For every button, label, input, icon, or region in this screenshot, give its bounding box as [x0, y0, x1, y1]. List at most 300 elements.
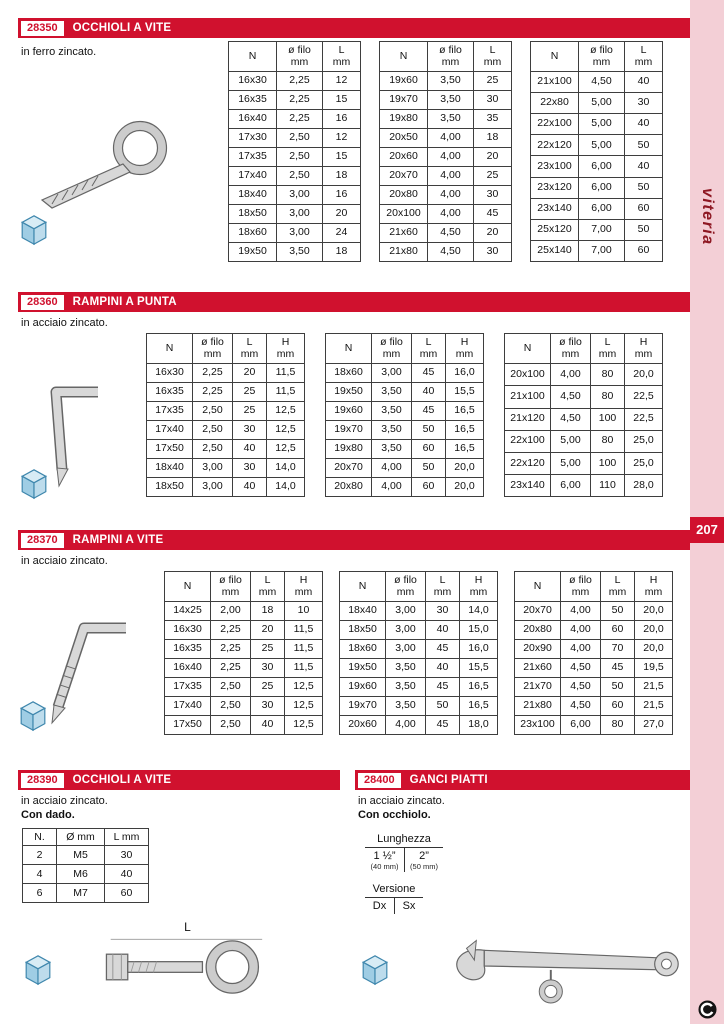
section-title: GANCI PIATTI — [409, 774, 488, 786]
table-cell: 45 — [601, 659, 635, 678]
table-row — [531, 135, 663, 156]
table-cell: 21x70 — [515, 678, 561, 697]
column-header: N — [340, 572, 386, 602]
table-cell: 5,00 — [551, 452, 591, 474]
table-cell: 6 — [23, 884, 57, 903]
table-cell: 22,5 — [625, 408, 663, 430]
table-cell: 11,5 — [285, 640, 323, 659]
table-row — [505, 430, 663, 452]
section-rampini-a-vite — [18, 530, 690, 748]
column-header: N — [326, 334, 372, 364]
table-cell: 30 — [251, 659, 285, 678]
table-cell: 21x100 — [505, 386, 551, 408]
column-header: ø filo mm — [551, 334, 591, 364]
table-cell: 20x70 — [326, 459, 372, 478]
table-row — [326, 364, 484, 383]
spec-table — [22, 828, 149, 903]
table-row — [531, 198, 663, 219]
section-title: RAMPINI A VITE — [72, 534, 164, 546]
table-row — [515, 697, 673, 716]
table-row — [380, 224, 512, 243]
table-cell: 80 — [591, 364, 625, 386]
eye-bolt-with-nut-illustration — [95, 935, 280, 999]
table-cell: 100 — [591, 408, 625, 430]
table-cell: 19x80 — [326, 440, 372, 459]
table-row — [340, 602, 498, 621]
table-cell: 23x120 — [531, 177, 579, 198]
spec-table — [379, 41, 512, 262]
column-header: L mm — [591, 334, 625, 364]
table-cell: 18 — [474, 129, 512, 148]
table-cell: M5 — [57, 846, 105, 865]
table-cell: 12,5 — [267, 421, 305, 440]
table-cell: 12,5 — [267, 440, 305, 459]
spec-table — [164, 571, 323, 735]
table-row — [505, 408, 663, 430]
table-cell: 2,50 — [277, 129, 323, 148]
table-cell: 12,5 — [285, 678, 323, 697]
table-row — [380, 167, 512, 186]
table-cell: 80 — [601, 716, 635, 735]
table-cell: 4,00 — [561, 621, 601, 640]
table-cell: 25 — [474, 167, 512, 186]
table-cell: 30 — [474, 243, 512, 262]
table-cell: 3,50 — [372, 402, 412, 421]
table-row — [229, 129, 361, 148]
table-cell: 21,5 — [635, 678, 673, 697]
table-row — [340, 640, 498, 659]
table-cell: 40 — [625, 156, 663, 177]
table-cell: 2,25 — [277, 110, 323, 129]
table-cell: 16x30 — [165, 621, 211, 640]
section-ganci-piatti — [355, 770, 690, 1014]
table-cell: 22x80 — [531, 93, 579, 114]
table-cell: 7,00 — [579, 219, 625, 240]
table-cell: 2,00 — [211, 602, 251, 621]
table-row — [229, 110, 361, 129]
table-row — [515, 621, 673, 640]
table-cell: 16x35 — [229, 91, 277, 110]
column-header: L mm — [625, 42, 663, 72]
table-cell: 4,50 — [551, 386, 591, 408]
table-cell: 17x40 — [229, 167, 277, 186]
table-cell: 25x120 — [531, 219, 579, 240]
table-cell: 3,00 — [386, 621, 426, 640]
table-row — [380, 129, 512, 148]
table-row — [23, 846, 149, 865]
table-row — [515, 659, 673, 678]
table-cell: 60 — [625, 198, 663, 219]
table-cell: 16,5 — [446, 440, 484, 459]
table-cell: 17x40 — [147, 421, 193, 440]
material-note: in acciaio zincato. — [358, 795, 445, 807]
table-cell: 17x30 — [229, 129, 277, 148]
table-row — [515, 602, 673, 621]
table-row — [515, 678, 673, 697]
table-cell: 40 — [233, 440, 267, 459]
table-cell: 17x50 — [147, 440, 193, 459]
table-cell: 11,5 — [285, 621, 323, 640]
lunghezza-label: Lunghezza — [365, 832, 443, 848]
table-cell: 2,25 — [211, 659, 251, 678]
table-cell: 2,50 — [211, 697, 251, 716]
column-header: N. — [23, 829, 57, 846]
table-cell: 18x50 — [340, 621, 386, 640]
table-cell: 7,00 — [579, 240, 625, 261]
table-cell: 2,25 — [211, 621, 251, 640]
table-cell: 3,00 — [193, 459, 233, 478]
table-cell: 17x35 — [147, 402, 193, 421]
table-cell: 17x40 — [165, 697, 211, 716]
spec-table — [514, 571, 673, 735]
column-header: L mm — [601, 572, 635, 602]
table-cell: 21x60 — [380, 224, 428, 243]
table-cell: 60 — [412, 478, 446, 497]
table-cell: 30 — [426, 602, 460, 621]
table-cell: 20,0 — [635, 621, 673, 640]
table-cell: 3,00 — [193, 478, 233, 497]
table-row — [326, 421, 484, 440]
table-cell: 12,5 — [285, 697, 323, 716]
table-cell: 6,00 — [561, 716, 601, 735]
table-cell: 20x70 — [380, 167, 428, 186]
table-cell: 4,00 — [428, 205, 474, 224]
product-figure — [90, 920, 285, 1004]
table-cell: 2,50 — [211, 678, 251, 697]
material-note: in ferro zincato. — [21, 46, 97, 58]
table-cell: 20x80 — [515, 621, 561, 640]
table-cell: 3,00 — [386, 640, 426, 659]
table-row — [505, 364, 663, 386]
column-header: ø filo mm — [372, 334, 412, 364]
table-cell: 4 — [23, 865, 57, 884]
table-cell: 21x80 — [380, 243, 428, 262]
table-row — [165, 697, 323, 716]
table-row — [531, 156, 663, 177]
table-row — [505, 452, 663, 474]
table-cell: 2,50 — [277, 148, 323, 167]
spec-table — [325, 333, 484, 497]
table-cell: 23x140 — [531, 198, 579, 219]
table-cell: 21x100 — [531, 72, 579, 93]
spec-table — [339, 571, 498, 735]
table-cell: 20 — [474, 224, 512, 243]
table-cell: 20,0 — [625, 364, 663, 386]
table-row — [326, 478, 484, 497]
table-cell: 3,00 — [372, 364, 412, 383]
table-row — [531, 93, 663, 114]
table-cell: 19x70 — [340, 697, 386, 716]
table-cell: 20,0 — [635, 640, 673, 659]
table-cell: 40 — [251, 716, 285, 735]
table-row — [515, 640, 673, 659]
table-row — [380, 243, 512, 262]
dimension-label: L — [184, 920, 191, 934]
table-cell: 6,00 — [551, 474, 591, 496]
table-cell: 50 — [625, 177, 663, 198]
table-cell: 3,50 — [386, 697, 426, 716]
column-header: N — [531, 42, 579, 72]
table-cell: 45 — [426, 716, 460, 735]
table-cell: 18x50 — [147, 478, 193, 497]
spec-table — [530, 41, 663, 262]
lunghezza-option: 2” (50 mm) — [404, 848, 443, 872]
spec-table — [504, 333, 663, 497]
table-cell: 20,0 — [635, 602, 673, 621]
table-cell: 19x60 — [340, 678, 386, 697]
table-cell: 3,50 — [386, 678, 426, 697]
table-cell: 40 — [426, 621, 460, 640]
table-cell: 4,00 — [551, 364, 591, 386]
table-cell: 3,50 — [372, 440, 412, 459]
table-cell: 20 — [233, 364, 267, 383]
table-cell: 60 — [105, 884, 149, 903]
column-header: N — [147, 334, 193, 364]
table-row — [380, 186, 512, 205]
table-cell: 40 — [625, 114, 663, 135]
table-cell: 19x70 — [380, 91, 428, 110]
table-cell: 14,0 — [460, 602, 498, 621]
table-cell: 15 — [323, 148, 361, 167]
column-header: ø filo mm — [561, 572, 601, 602]
table-cell: 16,5 — [446, 402, 484, 421]
versione-option: Dx — [372, 900, 387, 913]
table-cell: 50 — [625, 219, 663, 240]
table-cell: 4,00 — [561, 640, 601, 659]
table-cell: 100 — [591, 452, 625, 474]
table-row — [165, 659, 323, 678]
table-cell: 12 — [323, 129, 361, 148]
table-cell: 4,50 — [551, 408, 591, 430]
table-row — [326, 383, 484, 402]
table-cell: 40 — [625, 72, 663, 93]
table-cell: 20,0 — [446, 459, 484, 478]
table-cell: 5,00 — [579, 93, 625, 114]
table-cell: 30 — [233, 421, 267, 440]
table-cell: 5,00 — [579, 135, 625, 156]
table-cell: 11,5 — [267, 364, 305, 383]
header-row — [229, 42, 361, 72]
table-row — [147, 459, 305, 478]
table-cell: 16x40 — [229, 110, 277, 129]
table-cell: 15 — [323, 91, 361, 110]
table-row — [340, 659, 498, 678]
column-header: N — [380, 42, 428, 72]
sidebar-category — [690, 188, 724, 246]
table-cell: 18x60 — [229, 224, 277, 243]
header-row — [165, 572, 323, 602]
table-cell: 19x60 — [326, 402, 372, 421]
product-code: 28370 — [21, 533, 64, 548]
table-cell: 18x50 — [229, 205, 277, 224]
table-cell: 15,5 — [446, 383, 484, 402]
table-cell: 2,25 — [193, 383, 233, 402]
page-number: 207 — [690, 517, 724, 543]
publisher-logo-icon — [698, 1000, 717, 1019]
table-cell: 4,50 — [561, 659, 601, 678]
package-icon — [362, 954, 388, 986]
table-row — [505, 474, 663, 496]
header-row — [531, 42, 663, 72]
table-cell: 2,25 — [193, 364, 233, 383]
table-cell: 21x60 — [515, 659, 561, 678]
table-row — [147, 402, 305, 421]
column-header: N — [515, 572, 561, 602]
table-cell: 16x30 — [229, 72, 277, 91]
table-cell: 30 — [251, 697, 285, 716]
table-cell: 60 — [601, 621, 635, 640]
table-cell: 15,0 — [460, 621, 498, 640]
table-cell: 16,0 — [460, 640, 498, 659]
table-cell: 2,25 — [211, 640, 251, 659]
table-cell: 20x60 — [380, 148, 428, 167]
table-cell: 4,00 — [386, 716, 426, 735]
table-cell: 21x120 — [505, 408, 551, 430]
table-cell: 23x100 — [531, 156, 579, 177]
table-cell: 4,00 — [372, 478, 412, 497]
table-cell: 6,00 — [579, 177, 625, 198]
table-row — [340, 697, 498, 716]
column-header: N — [165, 572, 211, 602]
table-cell: 4,00 — [372, 459, 412, 478]
table-row — [229, 148, 361, 167]
table-cell: 22,5 — [625, 386, 663, 408]
table-cell: 2,50 — [277, 167, 323, 186]
product-code: 28400 — [358, 773, 401, 788]
table-row — [165, 621, 323, 640]
table-row — [229, 72, 361, 91]
product-code: 28390 — [21, 773, 64, 788]
table-cell: 23x100 — [515, 716, 561, 735]
table-cell: 50 — [625, 135, 663, 156]
table-row — [505, 386, 663, 408]
table-cell: 19x60 — [380, 72, 428, 91]
table-cell: 45 — [412, 364, 446, 383]
table-cell: 25 — [233, 402, 267, 421]
table-row — [165, 640, 323, 659]
table-cell: 25,0 — [625, 452, 663, 474]
section-title: OCCHIOLI A VITE — [72, 22, 172, 34]
table-cell: 3,50 — [428, 72, 474, 91]
table-row — [326, 402, 484, 421]
header-row — [147, 334, 305, 364]
table-cell: 50 — [601, 678, 635, 697]
table-row — [531, 177, 663, 198]
table-row — [380, 110, 512, 129]
table-row — [326, 459, 484, 478]
column-header: ø filo mm — [193, 334, 233, 364]
product-figure — [443, 918, 688, 1018]
table-cell: 16x35 — [147, 383, 193, 402]
column-header: L mm — [251, 572, 285, 602]
table-cell: 80 — [591, 386, 625, 408]
screw-hook-illustration — [38, 612, 138, 730]
section-header — [18, 18, 690, 38]
table-cell: 20x100 — [380, 205, 428, 224]
header-row — [505, 334, 663, 364]
table-cell: 6,00 — [579, 156, 625, 177]
table-cell: 18x40 — [147, 459, 193, 478]
table-row — [165, 602, 323, 621]
table-row — [23, 865, 149, 884]
table-cell: 2,50 — [193, 402, 233, 421]
table-cell: 11,5 — [285, 659, 323, 678]
table-cell: 20x100 — [505, 364, 551, 386]
table-cell: 3,00 — [277, 224, 323, 243]
table-cell: 25 — [251, 640, 285, 659]
table-cell: 2,25 — [277, 91, 323, 110]
table-cell: 3,00 — [277, 205, 323, 224]
table-cell: 2,50 — [193, 421, 233, 440]
product-code: 28360 — [21, 295, 64, 310]
table-cell: 12,5 — [285, 716, 323, 735]
column-header: N — [505, 334, 551, 364]
table-cell: 4,50 — [428, 224, 474, 243]
table-cell: 3,50 — [277, 243, 323, 262]
table-cell: 11,5 — [267, 383, 305, 402]
section-header — [355, 770, 690, 790]
table-row — [531, 72, 663, 93]
table-cell: 20,0 — [446, 478, 484, 497]
column-header: H mm — [446, 334, 484, 364]
table-cell: 14x25 — [165, 602, 211, 621]
column-header: H mm — [460, 572, 498, 602]
header-row — [380, 42, 512, 72]
column-header: H mm — [285, 572, 323, 602]
table-cell: 4,00 — [428, 148, 474, 167]
table-cell: 23x140 — [505, 474, 551, 496]
table-cell: 16x30 — [147, 364, 193, 383]
table-cell: 6,00 — [579, 198, 625, 219]
table-row — [531, 219, 663, 240]
table-cell: 20x60 — [340, 716, 386, 735]
table-cell: 22x120 — [505, 452, 551, 474]
table-cell: 10 — [285, 602, 323, 621]
table-cell: 20 — [251, 621, 285, 640]
column-header: ø filo mm — [277, 42, 323, 72]
table-cell: 28,0 — [625, 474, 663, 496]
table-cell: 60 — [625, 240, 663, 261]
table-row — [326, 440, 484, 459]
material-note: in acciaio zincato. — [21, 795, 108, 807]
header-row — [515, 572, 673, 602]
table-cell: 19x80 — [380, 110, 428, 129]
table-cell: 60 — [601, 697, 635, 716]
table-cell: 18,0 — [460, 716, 498, 735]
column-header: L mm — [323, 42, 361, 72]
table-cell: 16,5 — [460, 697, 498, 716]
table-row — [229, 224, 361, 243]
table-cell: 25 — [474, 72, 512, 91]
table-cell: 14,0 — [267, 478, 305, 497]
versione-label: Versione — [365, 882, 423, 898]
table-cell: 16 — [323, 186, 361, 205]
spec-table — [228, 41, 361, 262]
table-cell: 25 — [233, 383, 267, 402]
table-row — [229, 91, 361, 110]
versione-option: Sx — [394, 898, 423, 914]
material-note: in acciaio zincato. — [21, 317, 108, 329]
table-cell: 20 — [323, 205, 361, 224]
table-cell: 3,50 — [428, 110, 474, 129]
column-header: ø filo mm — [386, 572, 426, 602]
table-cell: 2,25 — [277, 72, 323, 91]
section-header — [18, 530, 690, 550]
table-cell: 40 — [426, 659, 460, 678]
table-cell: 17x50 — [165, 716, 211, 735]
table-cell: 18 — [323, 167, 361, 186]
table-row — [531, 240, 663, 261]
